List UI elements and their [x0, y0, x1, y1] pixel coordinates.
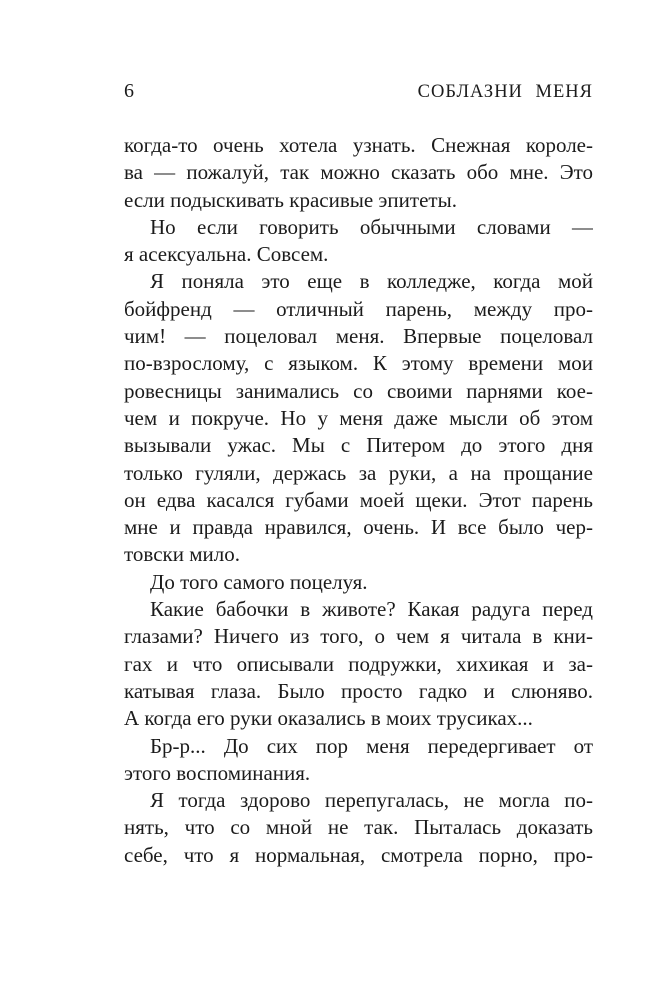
text-line: он едва касался губами моей щеки. Этот парень	[124, 487, 593, 512]
text-line: чим! — поцеловал меня. Впервые поцеловал	[124, 324, 593, 349]
text-line: А когда его руки оказались в моих трусиках...	[124, 706, 533, 731]
text-line: когда-то очень хотела узнать. Снежная короле-	[124, 133, 593, 157]
paragraph	[124, 268, 593, 568]
text-line: До того самого поцелуя.	[150, 569, 368, 594]
text-line: Бр-р... До сих пор меня передергивает от	[150, 733, 593, 758]
page-header	[124, 80, 593, 103]
text-line: товски мило.	[124, 542, 240, 567]
paragraph	[124, 569, 593, 596]
text-line: Я поняла это еще в колледже, когда мой	[150, 269, 593, 294]
text-line: мне и правда нравился, очень. И все было чер-	[124, 515, 593, 540]
text-line: гах и что описывали подружки, хихикая и за-	[124, 651, 593, 676]
text-line: ровесницы занимались со своими парнями кое-	[124, 378, 593, 403]
text-line: Но если говорить обычными словами —	[150, 214, 593, 239]
text-line: бойфренд — отличный парень, между про-	[124, 296, 593, 321]
text-line: ва — пожалуй, так можно сказать обо мне. Это	[124, 160, 593, 185]
text-line: вызывали ужас. Мы с Питером до этого дня	[124, 433, 593, 458]
page-number: 6	[124, 80, 134, 102]
text-line: катывая глаза. Было просто гадко и слюняво.	[124, 678, 593, 703]
text-line: только гуляли, держась за руки, а на прощание	[124, 460, 593, 485]
paragraph	[124, 733, 593, 788]
paragraph	[124, 596, 593, 732]
text-line: глазами? Ничего из того, о чем я читала в кни-	[124, 624, 593, 649]
text-line: себе, что я нормальная, смотрела порно, про-	[124, 842, 593, 867]
text-line: если подыскивать красивые эпитеты.	[124, 187, 457, 212]
text-line: этого воспоминания.	[124, 760, 311, 785]
text-line: по-взрослому, с языком. К этому времени мои	[124, 351, 593, 376]
text-line: Я тогда здорово перепугалась, не могла по-	[150, 788, 593, 813]
running-title: СОБЛАЗНИ МЕНЯ	[417, 82, 593, 102]
text-line: я асексуальна. Совсем.	[124, 242, 329, 267]
text-line: Какие бабочки в животе? Какая радуга перед	[150, 597, 593, 622]
text-line: чем и покруче. Но у меня даже мысли об этом	[124, 405, 593, 430]
paragraph	[124, 132, 593, 214]
paragraph	[124, 787, 593, 869]
body-text	[124, 132, 593, 869]
paragraph	[124, 214, 593, 269]
text-line: нять, что со мной не так. Пыталась доказать	[124, 815, 593, 840]
